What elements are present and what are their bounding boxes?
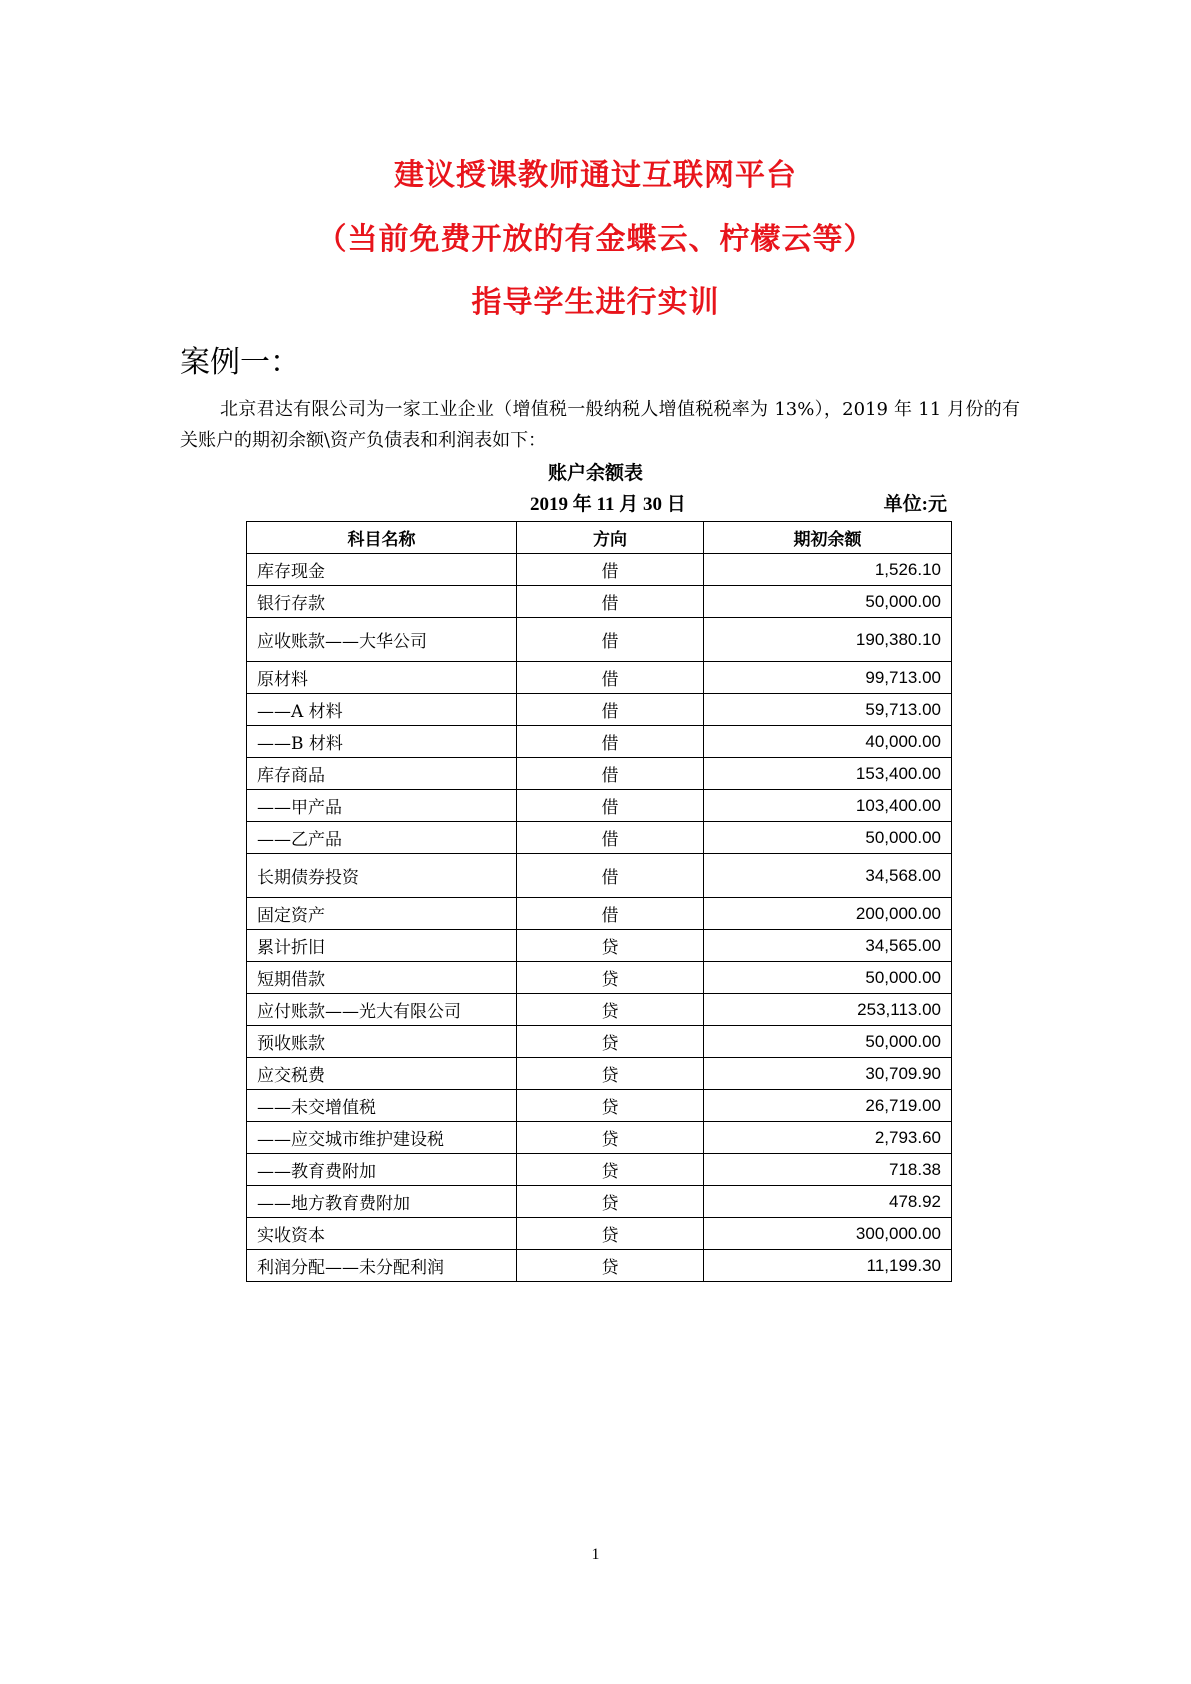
table-row [247,1026,952,1058]
amount-cell: 50,000.00 [704,1026,952,1058]
table-row [247,1090,952,1122]
direction-cell: 贷 [517,1154,704,1186]
amount-cell: 40,000.00 [704,726,952,758]
account-name-cell: ——未交增值税 [247,1090,517,1122]
amount-cell: 103,400.00 [704,790,952,822]
direction-cell: 借 [517,662,704,694]
amount-cell: 50,000.00 [704,962,952,994]
direction-cell: 借 [517,854,704,898]
account-name-cell: 库存现金 [247,554,517,586]
table-row [247,1154,952,1186]
amount-cell: 1,526.10 [704,554,952,586]
direction-cell: 借 [517,694,704,726]
account-name-cell: 应收账款——大华公司 [247,618,517,662]
case-heading: 案例一： [180,345,300,380]
account-name-cell: 应付账款——光大有限公司 [247,994,517,1026]
table-row [247,694,952,726]
table-row [247,1218,952,1250]
amount-cell: 153,400.00 [704,758,952,790]
amount-cell: 30,709.90 [704,1058,952,1090]
page-number: 1 [591,1546,600,1563]
account-name-cell: 长期债券投资 [247,854,517,898]
table-row [247,1058,952,1090]
direction-cell: 贷 [517,1058,704,1090]
direction-cell: 贷 [517,962,704,994]
amount-cell: 718.38 [704,1154,952,1186]
table-header-row [247,522,952,554]
amount-cell: 50,000.00 [704,586,952,618]
table-row [247,726,952,758]
table-unit: 单位:元 [883,494,947,515]
table-date: 2019 年 11 月 30 日 [530,494,686,515]
title-line-1: 建议授课教师通过互联网平台 [394,158,797,193]
column-header-amount: 期初余额 [704,522,952,554]
account-name-cell: 实收资本 [247,1218,517,1250]
column-header-direction: 方向 [517,522,704,554]
direction-cell: 借 [517,618,704,662]
table-row [247,962,952,994]
direction-cell: 贷 [517,1122,704,1154]
table-row [247,618,952,662]
account-name-cell: 银行存款 [247,586,517,618]
table-row [247,898,952,930]
account-name-cell: 固定资产 [247,898,517,930]
table-row [247,554,952,586]
table-body [247,554,952,1282]
intro-paragraph: 北京君达有限公司为一家工业企业（增值税一般纳税人增值税税率为 13%），2019 年 11 月份的有关账户的期初余额\资产负债表和利润表如下： [180,399,1020,451]
amount-cell: 50,000.00 [704,822,952,854]
table-row [247,1250,952,1282]
table-row [247,930,952,962]
amount-cell: 59,713.00 [704,694,952,726]
account-name-cell: ——乙产品 [247,822,517,854]
direction-cell: 贷 [517,1250,704,1282]
account-name-cell: 库存商品 [247,758,517,790]
amount-cell: 99,713.00 [704,662,952,694]
amount-cell: 190,380.10 [704,618,952,662]
amount-cell: 34,568.00 [704,854,952,898]
direction-cell: 贷 [517,1218,704,1250]
account-name-cell: 预收账款 [247,1026,517,1058]
table-row [247,822,952,854]
table-row [247,662,952,694]
account-name-cell: 累计折旧 [247,930,517,962]
direction-cell: 借 [517,822,704,854]
account-name-cell: ——甲产品 [247,790,517,822]
amount-cell: 300,000.00 [704,1218,952,1250]
account-name-cell: ——B 材料 [247,726,517,758]
account-name-cell: ——A 材料 [247,694,517,726]
amount-cell: 26,719.00 [704,1090,952,1122]
amount-cell: 34,565.00 [704,930,952,962]
column-header-name: 科目名称 [247,522,517,554]
direction-cell: 贷 [517,994,704,1026]
direction-cell: 贷 [517,1186,704,1218]
direction-cell: 借 [517,726,704,758]
table-title: 账户余额表 [547,462,643,484]
direction-cell: 贷 [517,1090,704,1122]
amount-cell: 200,000.00 [704,898,952,930]
direction-cell: 借 [517,790,704,822]
account-name-cell: 应交税费 [247,1058,517,1090]
direction-cell: 借 [517,758,704,790]
table-row [247,586,952,618]
direction-cell: 贷 [517,1026,704,1058]
direction-cell: 借 [517,586,704,618]
direction-cell: 借 [517,898,704,930]
account-name-cell: ——应交城市维护建设税 [247,1122,517,1154]
title-line-3: 指导学生进行实训 [471,285,720,320]
table-row [247,758,952,790]
account-name-cell: 利润分配——未分配利润 [247,1250,517,1282]
account-name-cell: ——教育费附加 [247,1154,517,1186]
table-row [247,1122,952,1154]
account-name-cell: ——地方教育费附加 [247,1186,517,1218]
table-row [247,994,952,1026]
amount-cell: 11,199.30 [704,1250,952,1282]
account-name-cell: 原材料 [247,662,517,694]
direction-cell: 借 [517,554,704,586]
account-balance-table [246,521,952,1282]
title-line-2: （当前免费开放的有金蝶云、柠檬云等） [316,222,875,257]
amount-cell: 2,793.60 [704,1122,952,1154]
table-row [247,790,952,822]
amount-cell: 253,113.00 [704,994,952,1026]
table-row [247,854,952,898]
direction-cell: 贷 [517,930,704,962]
table-row [247,1186,952,1218]
account-name-cell: 短期借款 [247,962,517,994]
amount-cell: 478.92 [704,1186,952,1218]
